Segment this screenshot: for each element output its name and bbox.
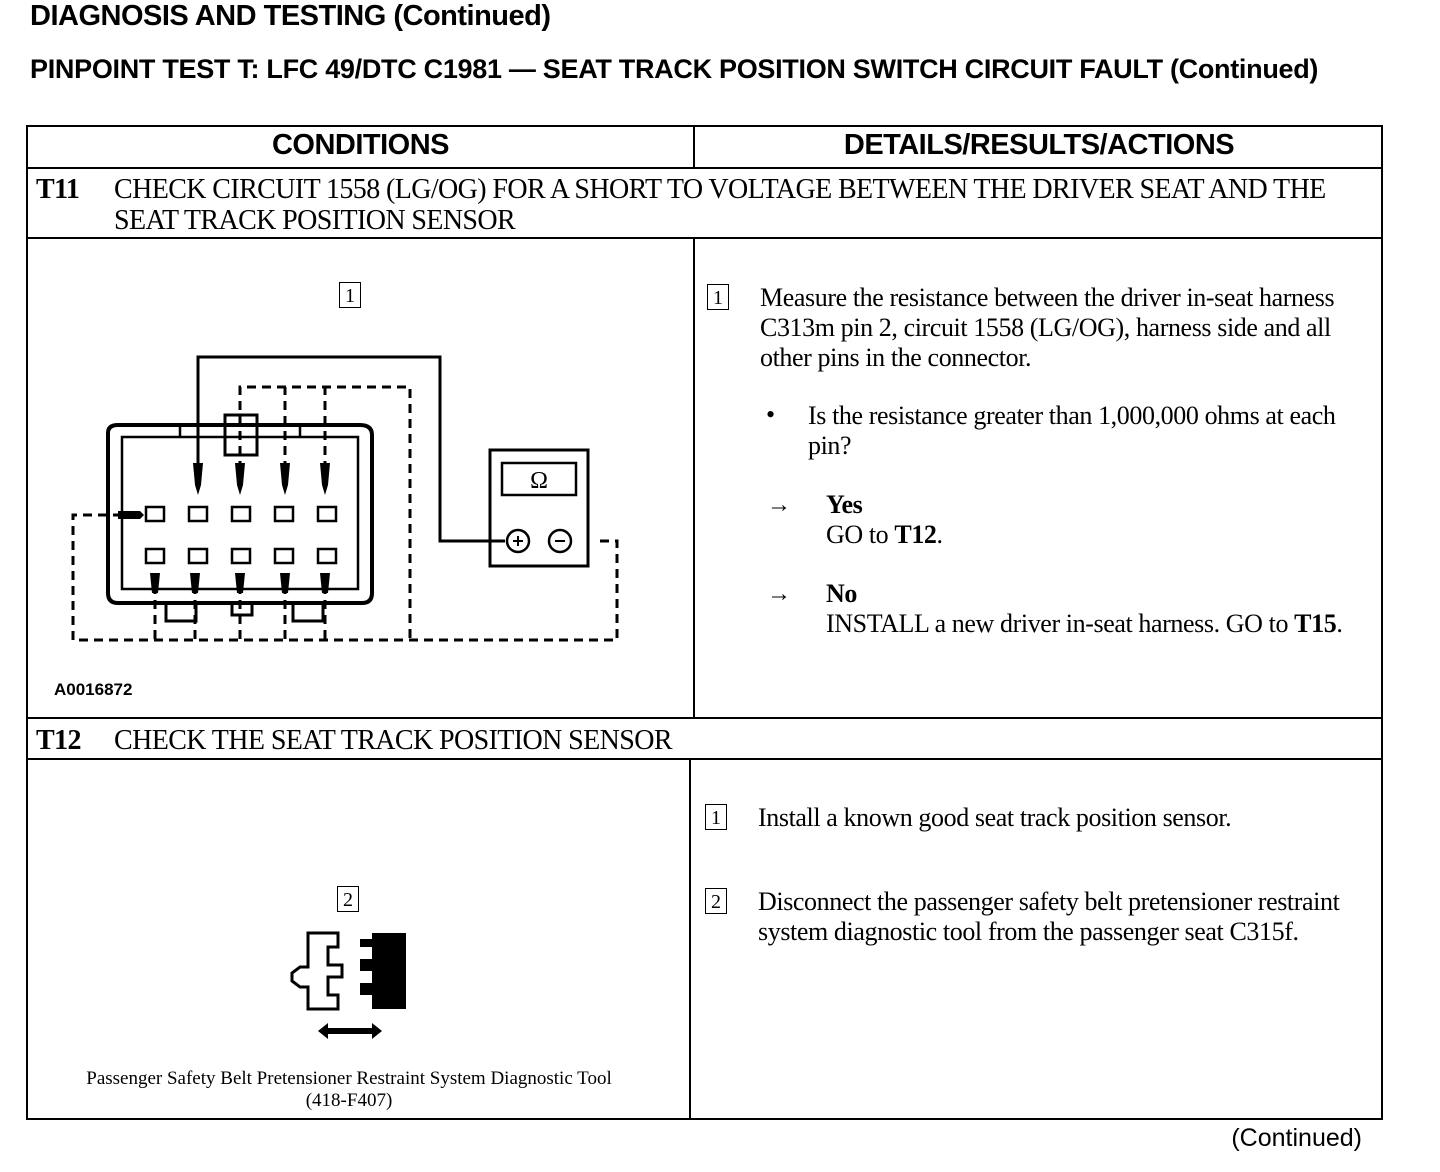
figure-id: A0016872 [54, 680, 133, 699]
step-title-text: CHECK THE SEAT TRACK POSITION SENSOR [114, 725, 672, 756]
arrow-right-icon: → [767, 491, 791, 518]
ohm-symbol: Ω [530, 468, 548, 494]
t12-step2-text: Disconnect the passenger safety belt pretensioner restraint system diagnostic tool from the passenger seat C315f. [758, 887, 1340, 946]
continued-footer: (Continued) [1231, 1124, 1362, 1152]
step-marker: 2 [705, 888, 727, 914]
step-number: T12 [36, 725, 81, 756]
diagnostic-tool-connector-diagram [280, 925, 420, 1050]
t11-question: Is the resistance greater than 1,000,000 ohms at each pin? [808, 401, 1336, 460]
no-label: No [826, 579, 857, 608]
figure-marker: 1 [339, 282, 361, 308]
yes-action-text: GO to [826, 520, 895, 549]
bullet-icon: • [766, 400, 776, 429]
row-divider [28, 237, 1381, 239]
no-action: INSTALL a new driver in-seat harness. GO to T15. [826, 609, 1343, 638]
column-divider [689, 758, 691, 1120]
yes-action: GO to T12. [826, 520, 943, 549]
no-action-text: INSTALL a new driver in-seat harness. GO to [826, 609, 1295, 638]
caption-line: Passenger Safety Belt Pretensioner Restraint System Diagnostic Tool [86, 1068, 612, 1089]
figure-marker: 2 [337, 886, 359, 912]
step-t11-title [36, 174, 1334, 236]
conditions-header: CONDITIONS [271, 129, 450, 161]
meter-lead-positive [198, 357, 505, 541]
step-t12-title [36, 725, 1334, 756]
row-divider [28, 758, 1381, 760]
details-header: DETAILS/RESULTS/ACTIONS [843, 129, 1235, 161]
figure-caption [26, 1068, 672, 1112]
caption-line: (418-F407) [305, 1090, 393, 1111]
step-title-text: CHECK CIRCUIT 1558 (LG/OG) FOR A SHORT TO VOLTAGE BETWEEN THE DRIVER SEAT AND THE SEAT TRACK POSITION SENSOR [114, 174, 1326, 236]
yes-action-target[interactable]: T12 [894, 520, 937, 549]
t11-step1-text: Measure the resistance between the driver in-seat harness C313m pin 2, circuit 1558 (LG/OG), harness side and all other pins in the connector. [760, 283, 1335, 372]
double-arrow-icon [318, 1023, 382, 1039]
step-number: T11 [36, 174, 80, 205]
row-divider [28, 717, 1381, 719]
no-action-target[interactable]: T15 [1294, 609, 1337, 638]
arrow-right-icon: → [767, 580, 791, 607]
column-divider [693, 237, 695, 717]
row-divider [28, 167, 1381, 169]
step-marker: 1 [707, 284, 729, 310]
pinpoint-test-title: PINPOINT TEST T: LFC 49/DTC C1981 — SEAT TRACK POSITION SWITCH CIRCUIT FAULT (Continued) [30, 54, 1319, 84]
yes-label: Yes [826, 490, 863, 519]
step-marker: 1 [705, 804, 727, 830]
t12-step1-text: Install a known good seat track position sensor. [758, 803, 1232, 832]
connector-ohmmeter-diagram [60, 345, 640, 655]
page-title: DIAGNOSIS AND TESTING (Continued) [30, 0, 551, 32]
